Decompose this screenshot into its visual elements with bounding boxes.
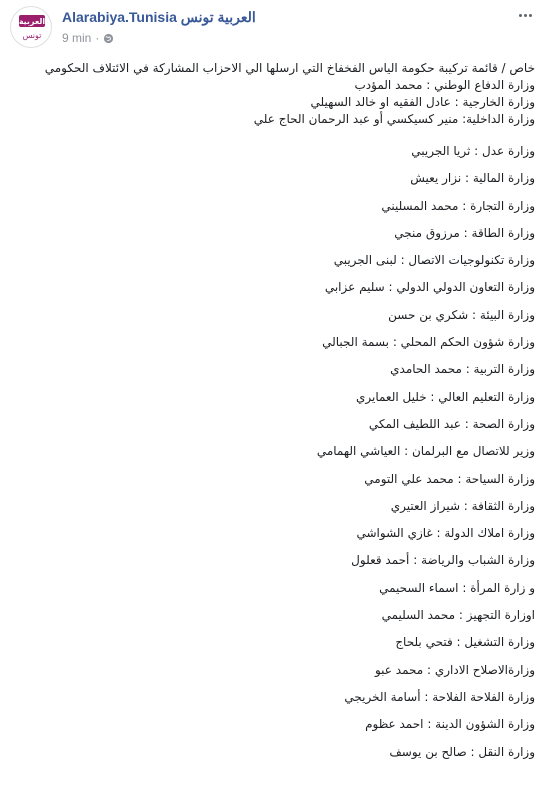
page-name-link[interactable]: Alarabiya.Tunisia العربية تونس	[62, 9, 256, 25]
minister-line: وزارة الداخلية: منير كسيكسي أو عبد الرحمان الحاج علي	[253, 112, 535, 126]
logo-line1: العربية	[18, 17, 46, 26]
minister-line: وزارة النقل : صالح بن يوسف	[389, 744, 535, 759]
minister-line: وزارة تكنولوجيات الاتصال : لبنى الجريبي	[333, 253, 535, 268]
ministers-list	[25, 138, 535, 766]
globe-icon[interactable]	[103, 33, 114, 44]
minister-line: وزارةالاصلاح الاداري : محمد عبو	[374, 662, 535, 677]
minister-line: وزارة التعليم العالي : خليل العمايري	[355, 389, 535, 404]
post-intro: خاص / قائمة تركيبة حكومة الياس الفخفاخ التي ارسلها الي الاحزاب المشاركة في الائتلاف الحكومي	[44, 61, 535, 75]
minister-line: وزارة املاك الدولة : غازي الشواشي	[356, 526, 535, 541]
minister-line: وزارة الفلاحة الفلاحة : أسامة الخريجي	[344, 689, 535, 704]
minister-line: وزير للاتصال مع البرلمان : العياشي الهمامي	[316, 444, 535, 459]
alarabiya-logo-icon	[11, 7, 52, 48]
more-options-button[interactable]	[517, 10, 533, 20]
post-meta: 9 min ·	[62, 31, 114, 45]
minister-line: وزارة الدفاع الوطني : محمد المؤدب	[354, 78, 535, 92]
minister-line: وزارة الثقافة : شيراز العتيري	[390, 498, 535, 513]
post-body	[25, 60, 535, 766]
minister-line: وزارة التجارة : محمد المسليني	[381, 198, 535, 213]
minister-line: وزارة الصحة : عبد اللطيف المكي	[368, 416, 535, 431]
minister-line: اوزارة التجهيز : محمد السليمي	[381, 608, 535, 623]
minister-line: وزارة الطاقة : مرزوق منجي	[394, 225, 535, 240]
post-timestamp[interactable]: 9 min	[62, 31, 92, 45]
minister-line: وزارة التشغيل : فتحي بلحاج	[395, 635, 535, 650]
more-options-icon	[519, 14, 522, 17]
page-avatar[interactable]	[10, 6, 52, 48]
minister-line: وزارة شؤون الحكم المحلي : بسمة الجبالي	[322, 335, 535, 350]
logo-line2: تونس	[22, 31, 42, 40]
minister-line: وزارة التعاون الدولي الدولي : سليم عزابي	[324, 280, 535, 295]
minister-line: وزارة البيئة : شكري بن حسن	[388, 307, 535, 322]
minister-line: وزارة التربية : محمد الحامدي	[390, 362, 535, 377]
minister-line: وزارة عدل : ثريا الجريبي	[411, 144, 535, 158]
minister-line: وزارة الشؤون الدينة : احمد عظوم	[365, 717, 535, 732]
post-header	[0, 0, 547, 56]
minister-line: و زارة المرأة : اسماء السحيمي	[379, 580, 535, 595]
minister-line: وزارة الخارجية : عادل الفقيه او خالد السهيلي	[310, 95, 535, 109]
minister-line: وزارة السياحة : محمد علي التومي	[364, 471, 535, 486]
minister-line: وزارة المالية : نزار يعيش	[410, 171, 535, 186]
minister-line: وزارة الشباب والرياضة : أحمد قعلول	[351, 553, 535, 568]
